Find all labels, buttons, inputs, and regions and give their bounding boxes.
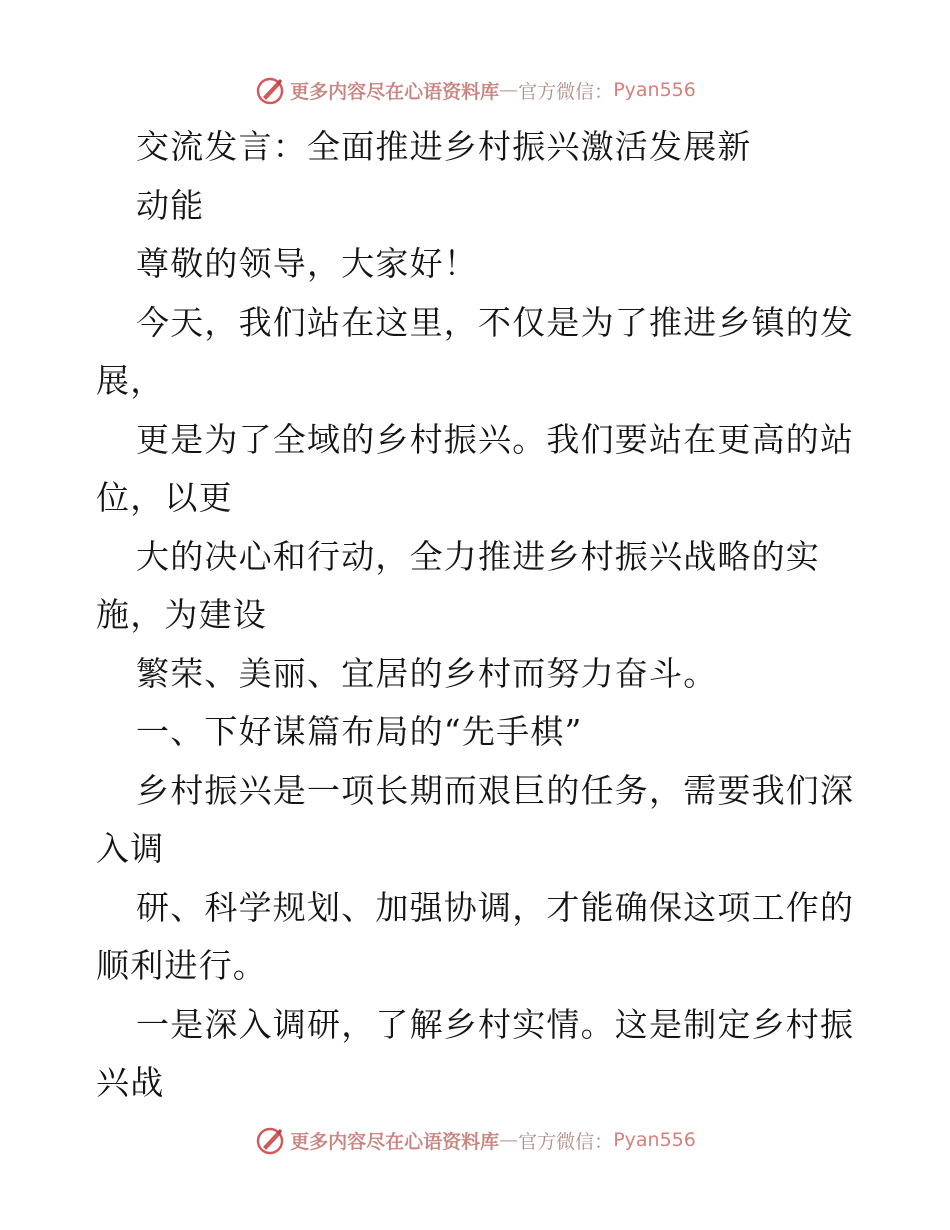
watermark-brand: 更多内容尽在心语资料库 (290, 1130, 500, 1153)
watermark-dash: — (499, 1129, 519, 1151)
document-body (96, 118, 856, 1113)
doc-section-heading: 一、下好谋篇布局的“先手棋” (136, 712, 583, 751)
doc-greeting: 尊敬的领导，大家好！ (136, 244, 478, 283)
doc-line: 乡村振兴是一项长期而艰巨的任务，需要我们深 (136, 770, 855, 810)
doc-line: 入调 (96, 829, 165, 868)
doc-line: 顺利进行。 (96, 946, 267, 985)
doc-line: 位，以更 (96, 478, 233, 517)
doc-title-line-1: 交流发言：全面推进乡村振兴激活发展新 (136, 127, 752, 166)
header-watermark (0, 70, 950, 110)
doc-title-line-2: 动能 (136, 185, 205, 225)
footer-watermark (0, 1120, 950, 1160)
doc-line: 繁荣、美丽、宜居的乡村而努力奋斗。 (136, 653, 718, 693)
doc-line: 兴战 (96, 1063, 165, 1102)
doc-line: 今天，我们站在这里，不仅是为了推进乡镇的发 (136, 302, 855, 342)
doc-line: 一是深入调研，了解乡村实情。这是制定乡村振 (136, 1004, 855, 1044)
doc-line: 施，为建设 (96, 595, 267, 634)
doc-line: 大的决心和行动，全力推进乡村振兴战略的实 (136, 536, 820, 576)
doc-line: 展， (96, 361, 165, 400)
pen-logo-icon (254, 1124, 286, 1156)
watermark-wechat-label: 官方微信： (518, 80, 614, 103)
pen-logo-icon (254, 74, 286, 106)
watermark-brand: 更多内容尽在心语资料库 (290, 80, 500, 103)
watermark-wechat-id: Pyan556 (613, 79, 696, 101)
doc-line: 更是为了全域的乡村振兴。我们要站在更高的站 (136, 419, 855, 459)
doc-line: 研、科学规划、加强协调，才能确保这项工作的 (136, 887, 855, 927)
watermark-wechat-label: 官方微信： (518, 1130, 614, 1153)
watermark-wechat-id: Pyan556 (613, 1129, 696, 1151)
watermark-dash: — (499, 79, 519, 101)
